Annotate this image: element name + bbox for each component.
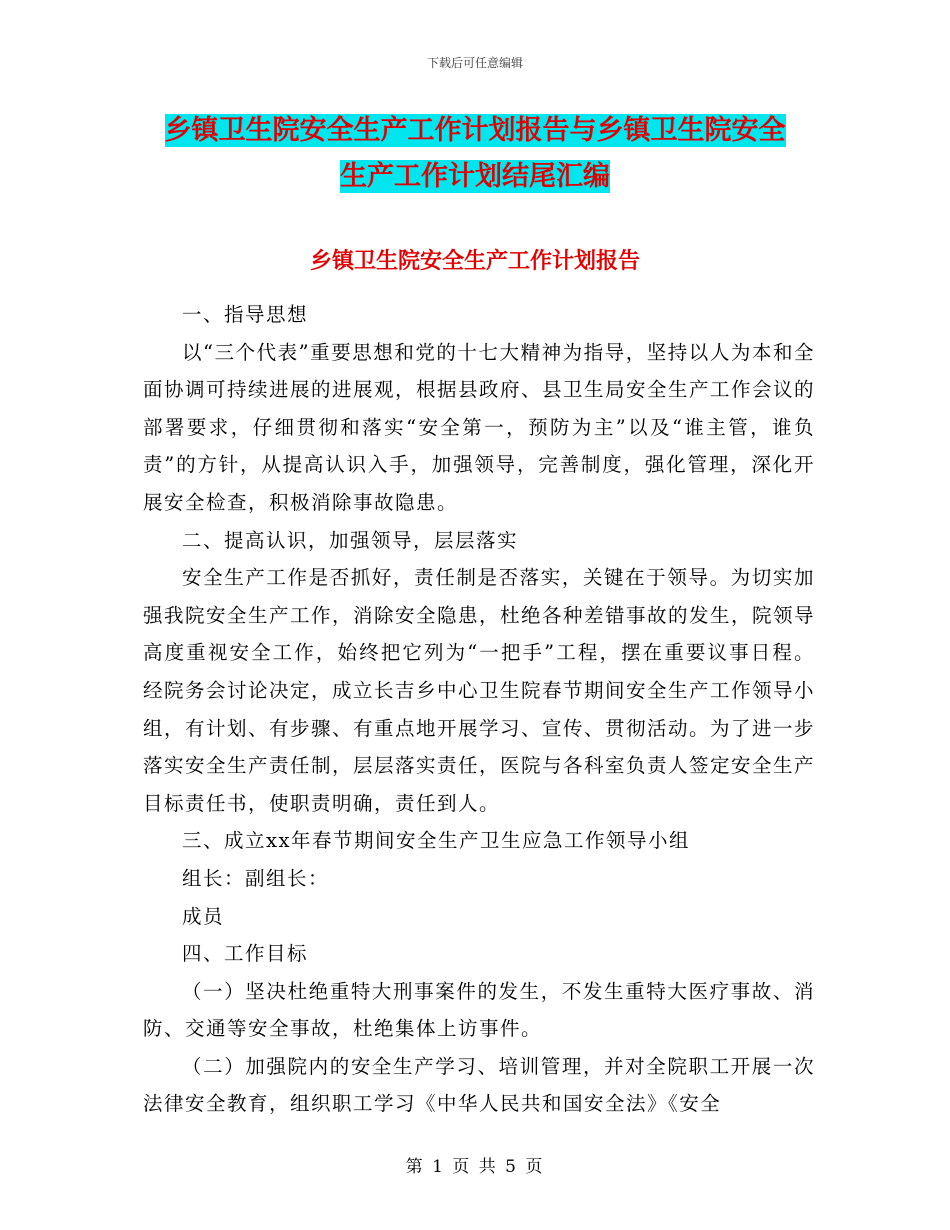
heading-group: 三、成立xx年春节期间安全生产卫生应急工作领导小组 xyxy=(182,829,690,853)
section-title: 乡镇卫生院安全生产工作计划报告 xyxy=(309,249,640,274)
heading-leadership: 二、提高认识，加强领导，层层落实 xyxy=(182,528,519,552)
paragraph: （一）坚决杜绝重特大刑事案件的发生，不发生重特大医疗事故、消防、交通等安全事故，杜绝集体上访事件。 xyxy=(143,979,815,1041)
heading-guiding-ideology: 一、指导思想 xyxy=(182,303,309,326)
paragraph: 以“三个代表”重要思想和党的十七大精神为指导，坚持以人为本和全面协调可持续进展的进展观，根据县政府、县卫生局安全生产工作会议的部署要求，仔细贯彻和落实“安全第一，预防为主”以及“谁主管，谁负责”的方针，从提高认识入手，加强领导，完善制度，强化管理，深化开展安全检查，积极消除事故隐患。 xyxy=(143,340,816,514)
paragraph: （二）加强院内的安全生产学习、培训管理，并对全院职工开展一次法律安全教育，组织职工学习《中华人民共和国安全法》《安全 xyxy=(143,1054,815,1116)
title-line-1: 乡镇卫生院安全生产工作计划报告与乡镇卫生院安全 xyxy=(164,115,786,146)
header-note: 下载后可任意编辑 xyxy=(426,56,523,70)
document-title xyxy=(0,108,950,200)
paragraph: 安全生产工作是否抓好，责任制是否落实，关键在于领导。为切实加强我院安全生产工作，消除安全隐患，杜绝各种差错事故的发生，院领导高度重视安全工作，始终把它列为“一把手”工程，摆在重要议事日程。经院务会讨论决定，成立长吉乡中心卫生院春节期间安全生产工作领导小组，有计划、有步骤、有重点地开展学习、宣传、贯彻活动。为了进一步落实安全生产责任制，层层落实责任，医院与各科室负责人签定安全生产目标责任书，使职责明确，责任到人。 xyxy=(143,566,816,815)
title-line-2: 生产工作计划结尾汇编 xyxy=(340,161,610,192)
page-footer: 第 1 页 共 5 页 xyxy=(405,1157,545,1177)
heading-goals: 四、工作目标 xyxy=(182,942,309,966)
paragraph: 组长：副组长： xyxy=(182,866,330,890)
paragraph: 成员 xyxy=(182,904,225,928)
document-body xyxy=(143,296,815,1123)
